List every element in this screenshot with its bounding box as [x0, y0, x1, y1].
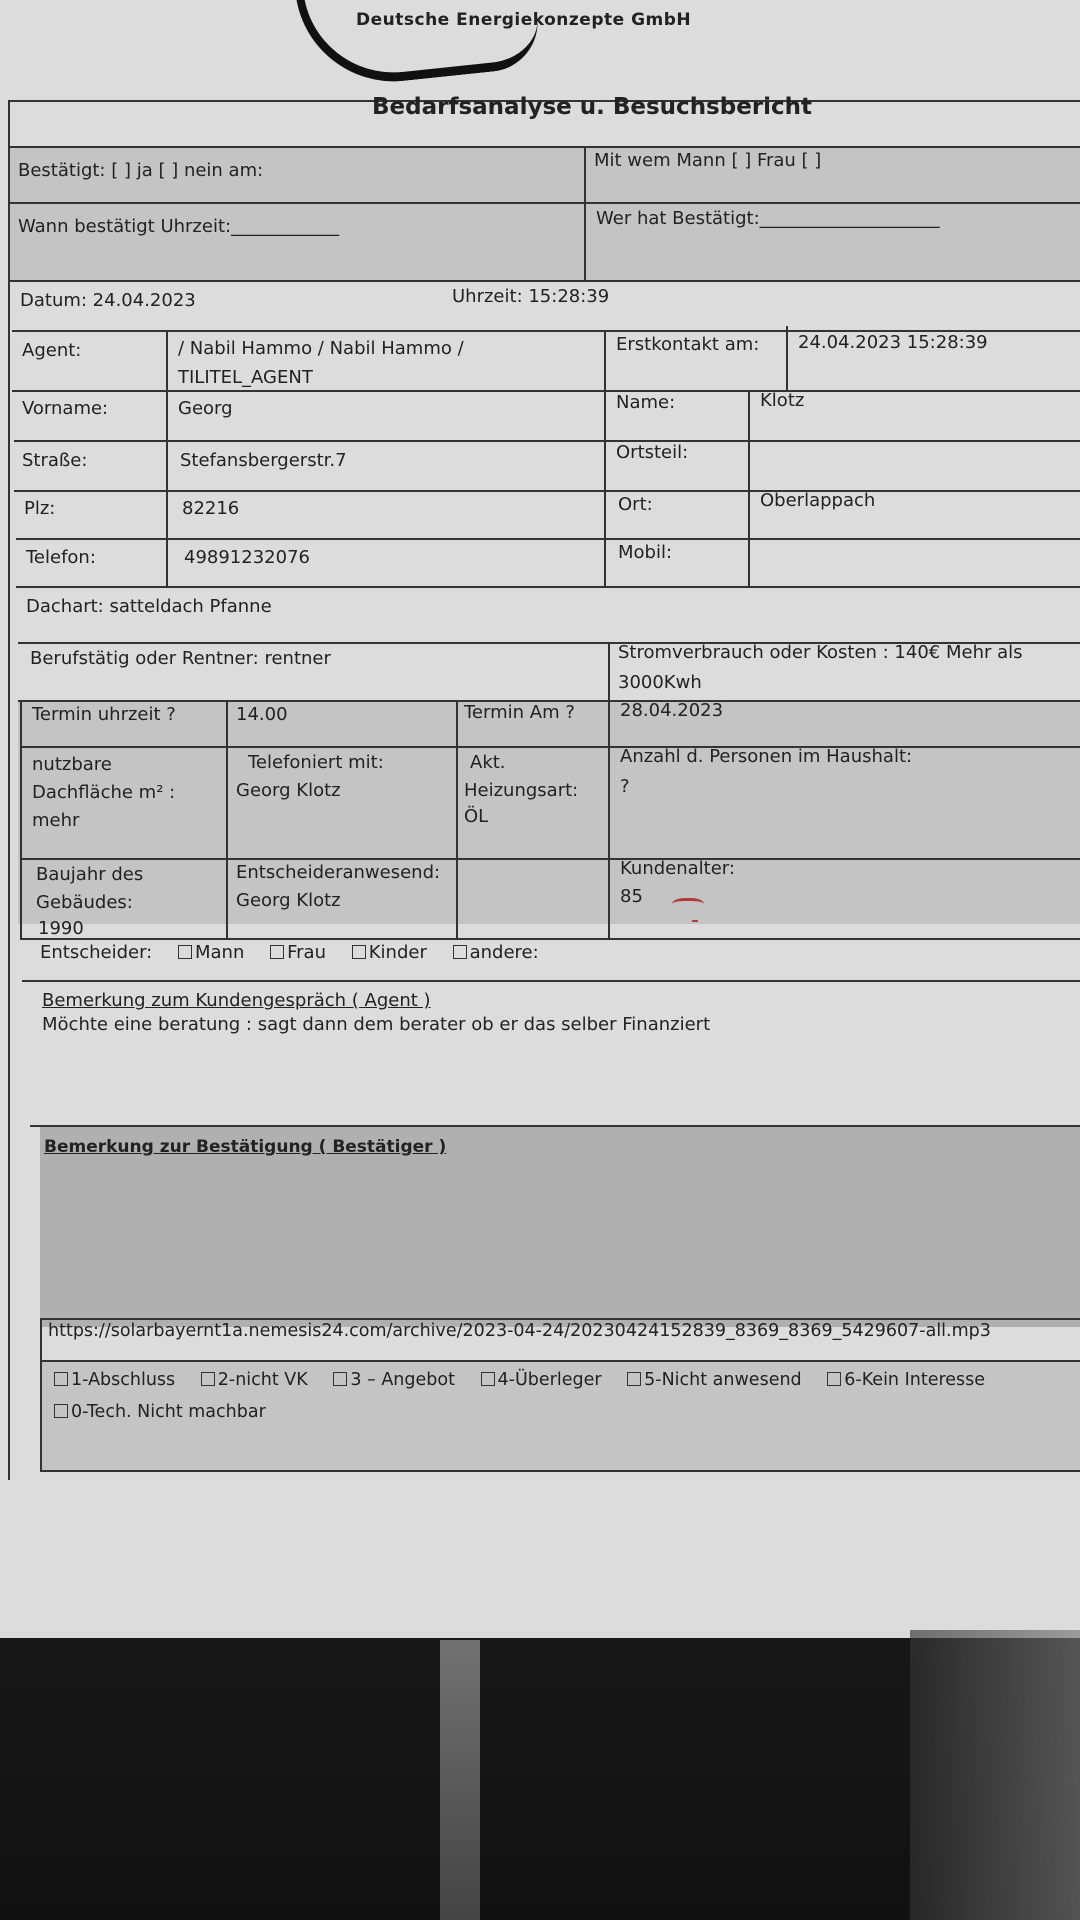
entscheider-option-andere: andere:	[469, 942, 539, 963]
outcome-kein-interesse: 6-Kein Interesse	[844, 1370, 986, 1390]
entscheider-option-mann: Mann	[194, 942, 245, 963]
dachflaeche-line1: nutzbare	[32, 754, 112, 775]
beruf-field: Berufstätig oder Rentner: rentner	[30, 648, 331, 669]
termin-uhrzeit-label: Termin uhrzeit ?	[32, 704, 176, 725]
checkbox-angebot[interactable]	[333, 1372, 347, 1386]
page-title: Bedarfsanalyse u. Besuchsbericht	[372, 94, 813, 120]
entscheider-option-kinder: Kinder	[368, 942, 427, 963]
baujahr-line1: Baujahr des	[36, 864, 144, 885]
datum-field: Datum: 24.04.2023	[20, 290, 196, 311]
baujahr-value: 1990	[38, 918, 84, 939]
telefoniert-mit-value: Georg Klotz	[236, 780, 341, 801]
agent-remark-heading: Bemerkung zum Kundengespräch ( Agent )	[42, 990, 431, 1011]
outcome-nicht-vk: 2-nicht VK	[217, 1370, 308, 1390]
checkbox-mann[interactable]	[178, 945, 192, 959]
strom-line2: 3000Kwh	[618, 672, 702, 693]
handwritten-mark-dot	[692, 920, 698, 922]
bestaetigt-field: Bestätigt: [ ] ja [ ] nein am:	[18, 160, 264, 181]
outcome-nicht-anwesend: 5-Nicht anwesend	[644, 1370, 802, 1390]
background-light-streak	[440, 1640, 480, 1920]
outcome-abschluss: 1-Abschluss	[71, 1370, 176, 1390]
wann-bestaetigt-field: Wann bestätigt Uhrzeit:____________	[18, 216, 340, 237]
agent-value-line2: TILITEL_AGENT	[178, 367, 313, 388]
uhrzeit-field: Uhrzeit: 15:28:39	[452, 286, 610, 307]
plz-value: 82216	[182, 498, 240, 519]
recording-url[interactable]: https://solarbayernt1a.nemesis24.com/archive/2023-04-24/20230424152839_8369_8369_5429607-all.mp3	[48, 1321, 991, 1341]
outcome-tech-nicht-machbar: 0-Tech. Nicht machbar	[71, 1402, 266, 1422]
entscheider-label: Entscheider:	[40, 942, 153, 963]
dachart-field: Dachart: satteldach Pfanne	[26, 596, 272, 617]
mobil-label: Mobil:	[618, 542, 673, 563]
checkbox-nicht-anwesend[interactable]	[627, 1372, 641, 1386]
checkbox-abschluss[interactable]	[54, 1372, 68, 1386]
dachflaeche-line2: Dachfläche m² :	[32, 782, 176, 803]
baujahr-line2: Gebäudes:	[36, 892, 133, 913]
outcome-angebot: 3 – Angebot	[350, 1370, 455, 1390]
agent-label: Agent:	[22, 340, 82, 361]
mit-wem-field: Mit wem Mann [ ] Frau [ ]	[594, 150, 822, 171]
heizung-line1: Akt.	[470, 752, 506, 773]
checkbox-andere[interactable]	[453, 945, 467, 959]
entscheider-row	[40, 940, 555, 966]
erstkontakt-value: 24.04.2023 15:28:39	[798, 332, 988, 353]
entscheider-anwesend-label: Entscheideranwesend:	[236, 862, 441, 883]
checkbox-kein-interesse[interactable]	[827, 1372, 841, 1386]
name-value: Klotz	[760, 390, 805, 411]
agent-value-line1: / Nabil Hammo / Nabil Hammo /	[178, 338, 464, 359]
ort-value: Oberlappach	[760, 490, 876, 511]
entscheider-anwesend-value: Georg Klotz	[236, 890, 341, 911]
agent-remark-text: Möchte eine beratung : sagt dann dem berater ob er das selber Finanziert	[42, 1014, 711, 1035]
checkbox-tech-nicht-machbar[interactable]	[54, 1404, 68, 1418]
strasse-value: Stefansbergerstr.7	[180, 450, 347, 471]
erstkontakt-label: Erstkontakt am:	[616, 334, 760, 355]
ort-label: Ort:	[618, 494, 653, 515]
confirmation-remark-heading: Bemerkung zur Bestätigung ( Bestätiger )	[44, 1137, 447, 1157]
handwritten-mark	[672, 898, 704, 913]
heizung-line2: Heizungsart:	[464, 780, 579, 801]
vorname-label: Vorname:	[22, 398, 109, 419]
personen-label: Anzahl d. Personen im Haushalt:	[620, 746, 913, 767]
strom-line1: Stromverbrauch oder Kosten : 140€ Mehr als	[618, 642, 1023, 663]
wer-bestaetigt-field: Wer hat Bestätigt:____________________	[596, 208, 940, 229]
name-label: Name:	[616, 392, 676, 413]
ortsteil-label: Ortsteil:	[616, 442, 689, 463]
entscheider-option-frau: Frau	[287, 942, 326, 963]
checkbox-nicht-vk[interactable]	[201, 1372, 215, 1386]
details-section-bg	[18, 700, 1080, 924]
checkbox-ueberleger[interactable]	[481, 1372, 495, 1386]
kundenalter-value: 85	[620, 886, 643, 907]
outcome-row-2	[50, 1399, 282, 1425]
termin-uhrzeit-value: 14.00	[236, 704, 288, 725]
kundenalter-label: Kundenalter:	[620, 858, 735, 879]
company-name: Deutsche Energiekonzepte GmbH	[356, 10, 692, 30]
telefon-label: Telefon:	[26, 547, 96, 568]
personen-value: ?	[620, 776, 630, 797]
outcome-ueberleger: 4-Überleger	[497, 1370, 602, 1390]
plz-label: Plz:	[24, 498, 56, 519]
dachflaeche-line3: mehr	[32, 810, 80, 831]
heizung-value: ÖL	[464, 806, 489, 827]
termin-am-value: 28.04.2023	[620, 700, 724, 721]
checkbox-frau[interactable]	[270, 945, 284, 959]
strasse-label: Straße:	[22, 450, 88, 471]
telefon-value: 49891232076	[184, 547, 310, 568]
background-object	[910, 1630, 1080, 1920]
telefoniert-mit-label: Telefoniert mit:	[248, 752, 384, 773]
outcome-row-1	[50, 1367, 1001, 1393]
checkbox-kinder[interactable]	[352, 945, 366, 959]
vorname-value: Georg	[178, 398, 233, 419]
termin-am-label: Termin Am ?	[464, 702, 575, 723]
